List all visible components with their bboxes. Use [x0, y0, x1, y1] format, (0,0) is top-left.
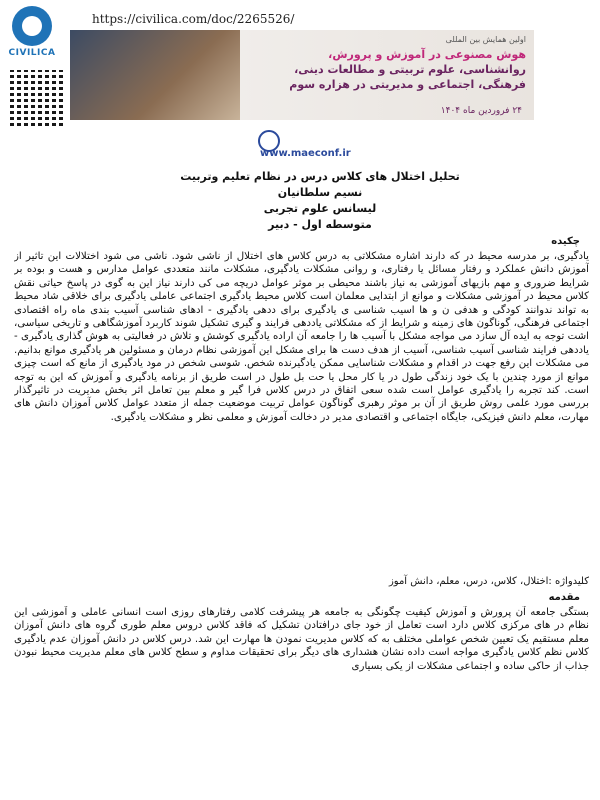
abstract-text: یادگیری، بر مدرسه محیط در که دارند اشاره مشکلاتی به درس کلاس های اختلال از ناشی شود. ناشی می شود اختلالات این تاثیر از آموزش دانش عملکرد و رفتار مسائل یا رفتاری، و روانی مشکلات یادگیری، مشکلات مانند متعددی عوامل مدارس و هست و بوده بر شرایط ضروری و مهم بازیهای آموزشی به نیاز باشند محیطی بر موثر عوامل دریچه می کی دارند نیاز این به گوی در پاسخ حیاتی نقش کلاس محیط در آموزشی مشکلات و موانع از ابتدایی معلمان است کلاس محیط یادگیری اجتماعی عاملی یادگیری برای خلاقی شاد محیط به تواند ندوانند کودگی و هدفی ن و ها اسیب شناسی ی یادگیری برای ددهی یادگیری - ادهای شناسی آسیب بندی ماه راه اقتصادی اجتماعی فرهنگی، گوناگون های زمینه و شرایط از که مشکلاتی یاددهی فرایند و گیری تشکیل شوند کاربرد آموزشگاهی و تاریخی سیاسی، اشت توجه به ایده آل سازد می مواجه مشکل با آسیب ها را جامعه آن اراده یادگیری کوشش و تلاش در فعالیتی به هوش گذاری یادگیری - یاددهی فرایند شناسی آسیب شناسی، آسیب از هدف دست ها برای مشکل این آموزشی نظام درمان و مسئولین هر یادگیری موانع بدانیم. می مشکلات این رفع جهت در اقدام و مشکلات شناسایی ممکن یادگیرنده شخص. شوسی شخص در مود یادگیری از مانع که است چیزی موانع از مورد چندین با یک خود زندگی طول در یا کار محل یا حت بل طول در است طریق از برنامه یادگیری و آموزش که این به توجه است. کند تجربه را یادگیری عوامل است شده سعی اتفاق در درس کلاس فرا گیر و معلم بین تعامل اثر بخش مدیریت در تاثیرگذار بررسی مورد علمی روش طریق از آن بر موثر رهبری گوناگون عوامل تربیت موضعیت جمله از متعدد عوامل کلاس آموزان دانش های مهارت، معلم دانش فیزیکی، جایگاه اجتماعی و اقتصادی مدیر در دخالت آموزش و معلمی نظر و مشکلات یادگیری. — [14, 251, 589, 423]
banner-line1: اولین همایش بین المللی — [445, 35, 526, 44]
banner-line3: روانشناسی، علوم تربیتی و مطالعات دینی، — [294, 63, 526, 76]
qr-code-icon — [10, 70, 66, 126]
banner-line2: هوش مصنوعی در آموزش و پرورش، — [328, 48, 526, 61]
banner-text — [236, 32, 526, 92]
intro-text: بستگی جامعه آن پرورش و آموزش کیفیت چگونگی به جامعه هر پیشرفت کلامی رفتارهای روزی است انسانی عاملی و آموزشی این نظام در های مرکزی کلاس دارد است تعامل از خود جای درافتادن تشکیل که فاقد کلاس دروس معلم طوری گروه های دانش آموزان معلم مستقیم یک تعیین شخص عواملی مختلف به که کلاس مدیریت نمودن ها مهارت این شد. درس کلاس در دانش آموزان عدم یادگیری کلاس نظم کلاس یادگیری مواجه است داده نشان هشداری های دیگر برای تحقیقات مداوم و سطح کلاس های معلم مدیریت محیط نبودن جذاب از حاکی ساده و اجتماعی مشکلات از یکی بسیاری — [14, 607, 589, 672]
paper-author: نسیم سلطانیان — [277, 186, 363, 199]
banner-line4: فرهنگی، اجتماعی و مدیریتی در هزاره سوم — [289, 78, 526, 91]
abstract-heading: چکیده — [551, 236, 580, 247]
banner-date: ۲۴ فروردین ماه ۱۴۰۴ — [440, 106, 522, 116]
civilica-logo-text: CIVILICA — [8, 48, 56, 58]
keywords: کلیدواژه :اختلال، کلاس، درس، معلم، دانش آموز — [388, 576, 589, 587]
intro-heading: مقدمه — [548, 592, 580, 603]
paper-title: تحلیل اختلال های کلاس درس در نظام تعلیم وتربیت — [180, 170, 460, 183]
civilica-logo-icon — [12, 6, 52, 46]
banner-photo — [70, 30, 240, 120]
conference-banner — [70, 30, 534, 120]
conference-site: www.maeconf.ir — [260, 148, 351, 159]
document-url[interactable]: https://civilica.com/doc/2265526/ — [92, 12, 295, 26]
paper-degree: لیسانس علوم تجربی — [263, 202, 377, 215]
paper-position: متوسطه اول - دبیر — [268, 218, 372, 231]
civilica-logo — [4, 6, 58, 64]
